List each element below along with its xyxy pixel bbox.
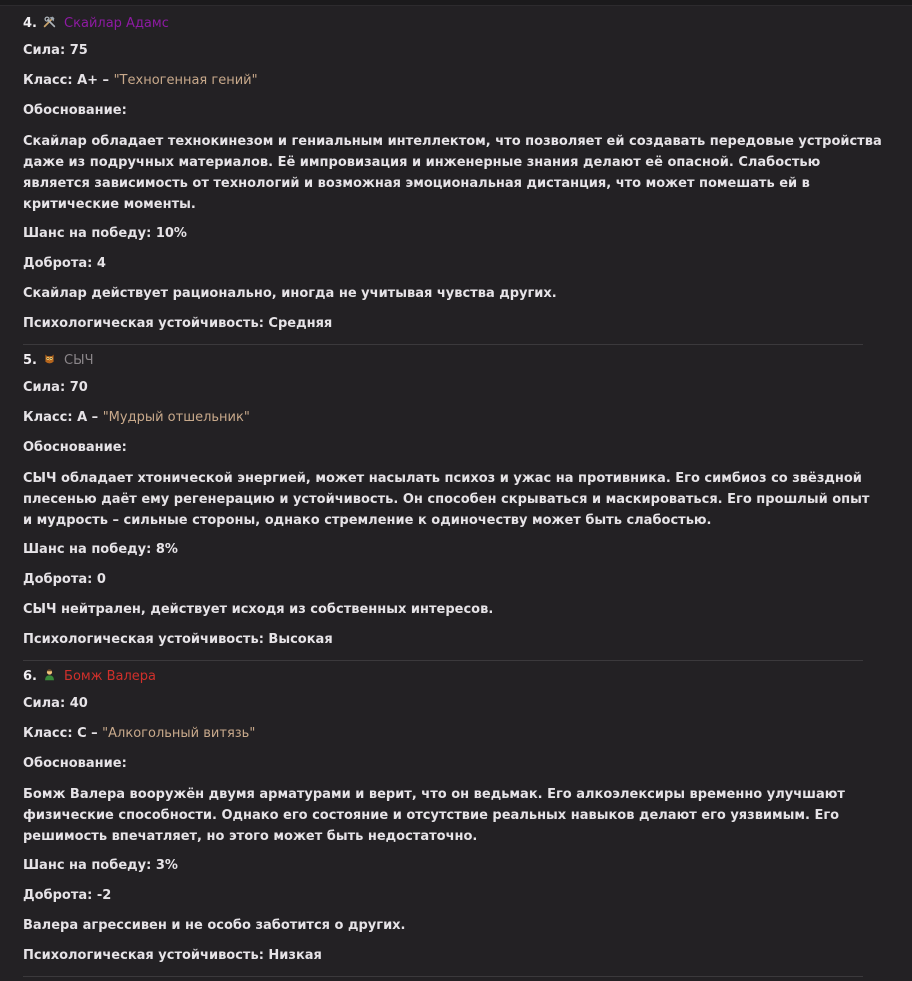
stability-label: Психологическая устойчивость: xyxy=(23,632,264,647)
character-heading xyxy=(23,349,883,373)
reasoning-label: Обоснование: xyxy=(23,756,127,771)
strength-label: Сила: xyxy=(23,696,66,711)
character-number: 5. xyxy=(23,353,37,368)
divider xyxy=(23,660,863,661)
win-chance-label: Шанс на победу: xyxy=(23,542,152,557)
character-entry xyxy=(23,349,883,665)
chat-message-content xyxy=(23,12,883,981)
character-name: Бомж Валера xyxy=(64,669,156,684)
win-chance-line xyxy=(23,535,883,565)
class-grade: C – xyxy=(77,726,98,741)
win-chance-value: 3% xyxy=(155,858,178,873)
reasoning-text: Скайлар обладает технокинезом и гениальным интеллектом, что позволяет ей создавать передовые устройства даже из подручных материалов. Её импровизация и инженерные знания делают её опасной. Слабостью является зависимость от технологий и возможная эмоциональная дистанция, что может помешать ей в критические моменты. xyxy=(23,134,882,212)
class-grade: A+ – xyxy=(77,73,110,88)
win-chance-value: 8% xyxy=(155,542,178,557)
kindness-label: Доброта: xyxy=(23,256,93,271)
character-name: СЫЧ xyxy=(64,353,94,368)
character-entry xyxy=(23,12,883,349)
stability-label: Психологическая устойчивость: xyxy=(23,316,264,331)
strength-line xyxy=(23,36,883,66)
class-title: "Алкогольный витязь" xyxy=(102,726,256,741)
win-chance-label: Шанс на победу: xyxy=(23,858,152,873)
reasoning-text: Бомж Валера вооружён двумя арматурами и верит, что он ведьмак. Его алкоэлексиры временно улучшают физические способности. Однако его состояние и отсутствие реальных навыков делают его уязвимым. Его решимость впечатляет, но этого может быть недостаточно. xyxy=(23,787,845,844)
class-title: "Мудрый отшельник" xyxy=(102,410,250,425)
stability-value: Высокая xyxy=(268,632,333,647)
character-number: 6. xyxy=(23,669,37,684)
kindness-line xyxy=(23,881,883,911)
stability-label: Психологическая устойчивость: xyxy=(23,948,264,963)
kindness-value: -2 xyxy=(96,888,112,903)
divider xyxy=(23,976,863,977)
class-line xyxy=(23,66,883,96)
kindness-label: Доброта: xyxy=(23,572,93,587)
win-chance-label: Шанс на победу: xyxy=(23,226,152,241)
person-icon xyxy=(43,668,56,681)
win-chance-line xyxy=(23,219,883,249)
character-entry xyxy=(23,665,883,981)
behavior-text: Скайлар действует рационально, иногда не учитывая чувства других. xyxy=(23,286,557,301)
strength-value: 70 xyxy=(69,380,88,395)
character-name: Скайлар Адамс xyxy=(64,16,169,31)
strength-label: Сила: xyxy=(23,43,66,58)
class-title: "Техногенная гений" xyxy=(113,73,258,88)
win-chance-line xyxy=(23,851,883,881)
kindness-value: 4 xyxy=(96,256,106,271)
behavior-text: Валера агрессивен и не особо заботится о других. xyxy=(23,918,406,933)
stability-value: Низкая xyxy=(268,948,322,963)
top-bar xyxy=(0,0,912,6)
kindness-label: Доброта: xyxy=(23,888,93,903)
stability-line xyxy=(23,309,883,339)
hammer-wrench-icon xyxy=(43,15,56,28)
class-line xyxy=(23,719,883,749)
win-chance-value: 10% xyxy=(155,226,187,241)
class-label: Класс: xyxy=(23,73,73,88)
reasoning-label: Обоснование: xyxy=(23,440,127,455)
character-heading xyxy=(23,665,883,689)
kindness-line xyxy=(23,249,883,279)
kindness-line xyxy=(23,565,883,595)
stability-value: Средняя xyxy=(268,316,333,331)
stability-line xyxy=(23,941,883,971)
strength-value: 75 xyxy=(69,43,88,58)
stability-line xyxy=(23,625,883,655)
reasoning-label: Обоснование: xyxy=(23,103,127,118)
class-line xyxy=(23,403,883,433)
reasoning-text: СЫЧ обладает хтонической энергией, может насылать психоз и ужас на противника. Его симбиоз со звёздной плесенью даёт ему регенерацию и устойчивость. Он способен скрываться и маскироваться. Его прошлый опыт и мудрость – сильные стороны, однако стремление к одиночеству может быть слабостью. xyxy=(23,471,870,528)
owl-icon xyxy=(43,352,56,365)
class-grade: A – xyxy=(77,410,99,425)
behavior-text: СЫЧ нейтрален, действует исходя из собственных интересов. xyxy=(23,602,494,617)
strength-label: Сила: xyxy=(23,380,66,395)
character-number: 4. xyxy=(23,16,37,31)
strength-line xyxy=(23,373,883,403)
strength-value: 40 xyxy=(69,696,88,711)
kindness-value: 0 xyxy=(96,572,106,587)
class-label: Класс: xyxy=(23,726,73,741)
character-heading xyxy=(23,12,883,36)
class-label: Класс: xyxy=(23,410,73,425)
divider xyxy=(23,344,863,345)
strength-line xyxy=(23,689,883,719)
